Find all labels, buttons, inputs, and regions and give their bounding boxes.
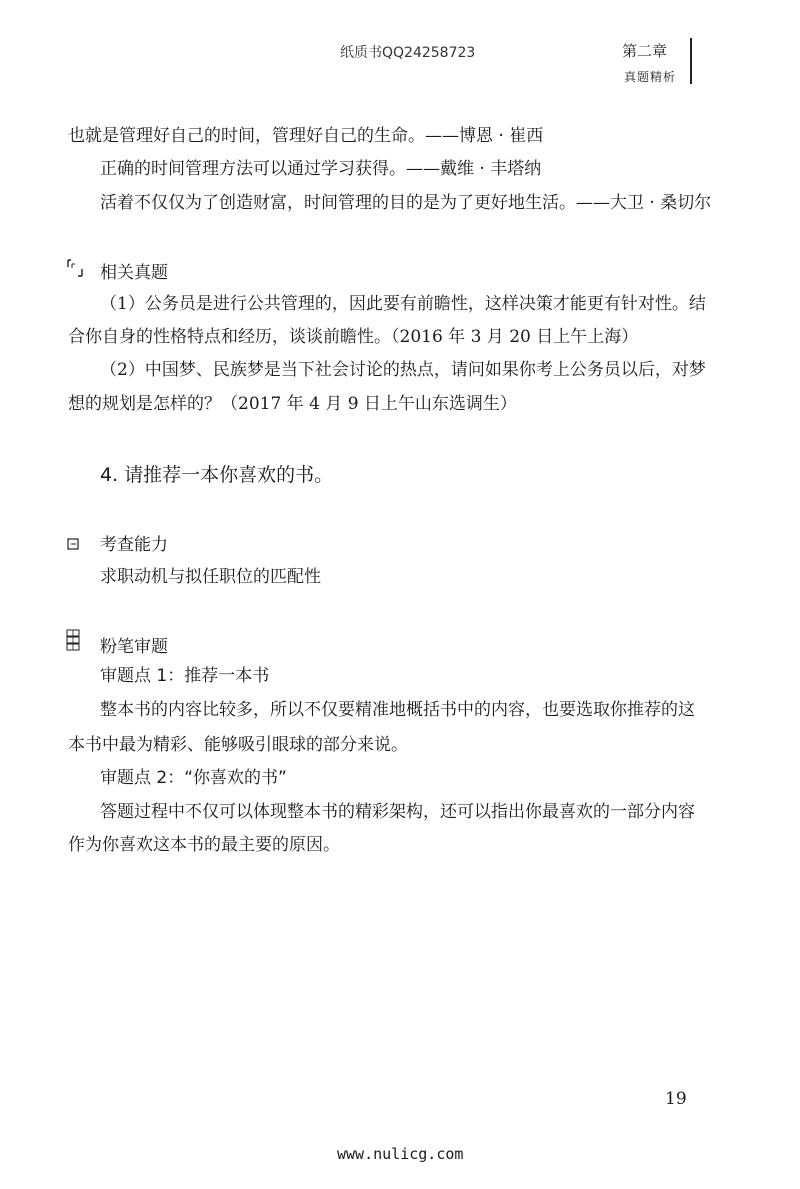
- review-point-1-line-1: 整本书的内容比较多，所以不仅要精准地概括书中的内容，也要选取你推荐的这: [100, 700, 695, 720]
- footer-url: www.nulicg.com: [337, 1145, 464, 1163]
- related-question-1-line-2: 合你自身的性格特点和经历，谈谈前瞻性。（2016 年 3 月 20 日上午上海）: [68, 327, 639, 347]
- chapter-label: 第二章: [622, 42, 668, 60]
- ability-text: 求职动机与拟任职位的匹配性: [100, 567, 321, 587]
- page-number: 19: [665, 1089, 687, 1109]
- quote-line-1: 也就是管理好自己的时间，管理好自己的生命。——博恩 · 崔西: [68, 126, 544, 146]
- bracket-icon: [66, 258, 84, 278]
- review-point-1-title: 审题点 1：推荐一本书: [100, 666, 270, 686]
- review-heading: 粉笔审题: [100, 637, 168, 657]
- chapter-subtitle: 真题精析: [624, 70, 677, 84]
- review-point-2-line-2: 作为你喜欢这本书的最主要的原因。: [68, 835, 340, 855]
- review-point-2-title: 审题点 2：“你喜欢的书”: [100, 768, 287, 788]
- quote-line-2: 正确的时间管理方法可以通过学习获得。——戴维 · 丰塔纳: [100, 159, 542, 179]
- header-watermark-text: 纸质书QQ24258723: [340, 45, 476, 61]
- grid-icon: [66, 629, 80, 651]
- related-question-2-line-1: （2）中国梦、民族梦是当下社会讨论的热点，请问如果你考上公务员以后，对梦: [100, 360, 706, 380]
- review-point-1-line-2: 本书中最为精彩、能够吸引眼球的部分来说。: [68, 735, 408, 755]
- box-icon: [67, 535, 79, 547]
- related-question-2-line-2: 想的规划是怎样的？（2017 年 4 月 9 日上午山东选调生）: [68, 394, 517, 414]
- ability-heading: 考查能力: [100, 535, 168, 555]
- quote-line-3: 活着不仅仅为了创造财富，时间管理的目的是为了更好地生活。——大卫 · 桑切尔: [100, 193, 712, 213]
- related-question-1-line-1: （1）公务员是进行公共管理的，因此要有前瞻性，这样决策才能更有针对性。结: [100, 294, 706, 314]
- related-questions-heading: 相关真题: [100, 263, 168, 283]
- question-title: 4. 请推荐一本你喜欢的书。: [100, 464, 334, 486]
- review-point-2-line-1: 答题过程中不仅可以体现整本书的精彩架构，还可以指出你最喜欢的一部分内容: [100, 802, 695, 822]
- header-divider: [690, 38, 692, 84]
